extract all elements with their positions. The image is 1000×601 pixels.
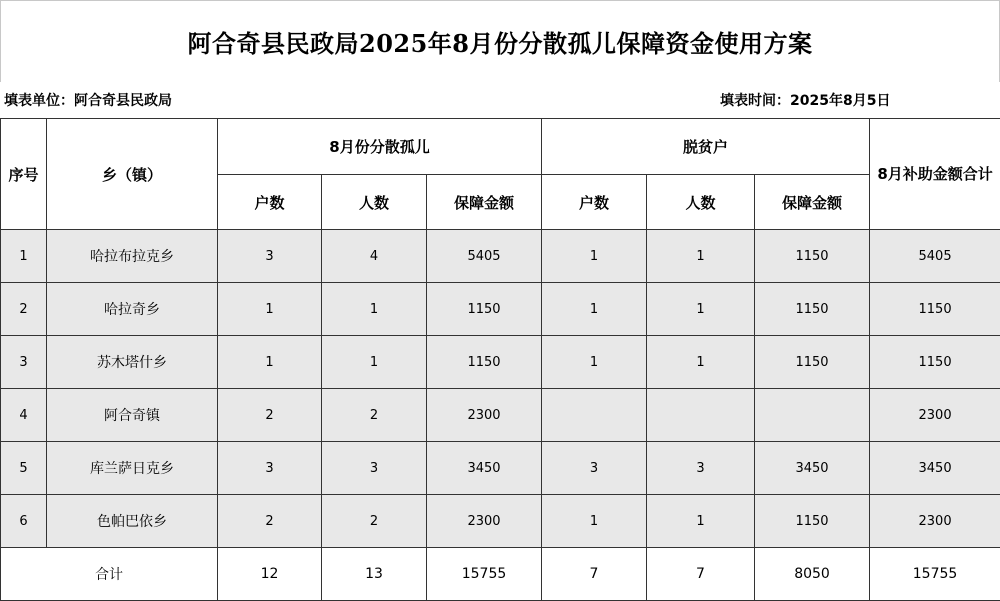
total-poverty-amount: 8050 xyxy=(755,548,870,601)
cell-poverty-amount: 1150 xyxy=(755,495,870,548)
cell-orphan-households: 3 xyxy=(218,442,322,495)
header-town: 乡（镇） xyxy=(47,119,218,230)
total-orphan-households: 12 xyxy=(218,548,322,601)
cell-orphan-amount: 1150 xyxy=(427,283,542,336)
cell-poverty-people: 1 xyxy=(647,495,755,548)
header-orphan-amount: 保障金额 xyxy=(427,175,542,230)
header-poverty-amount: 保障金额 xyxy=(755,175,870,230)
cell-town: 哈拉布拉克乡 xyxy=(47,230,218,283)
header-poverty-people: 人数 xyxy=(647,175,755,230)
cell-orphan-amount: 3450 xyxy=(427,442,542,495)
total-orphan-people: 13 xyxy=(322,548,427,601)
cell-poverty-amount: 3450 xyxy=(755,442,870,495)
cell-poverty-people xyxy=(647,389,755,442)
cell-poverty-people: 1 xyxy=(647,336,755,389)
cell-town: 哈拉奇乡 xyxy=(47,283,218,336)
cell-orphan-households: 1 xyxy=(218,336,322,389)
cell-orphan-households: 2 xyxy=(218,495,322,548)
cell-town: 阿合奇镇 xyxy=(47,389,218,442)
cell-orphan-households: 3 xyxy=(218,230,322,283)
cell-poverty-households: 1 xyxy=(542,283,647,336)
header-seq: 序号 xyxy=(1,119,47,230)
cell-total: 1150 xyxy=(870,336,1000,389)
cell-orphan-people: 2 xyxy=(322,389,427,442)
cell-orphan-people: 1 xyxy=(322,283,427,336)
cell-orphan-households: 2 xyxy=(218,389,322,442)
fill-date-label: 填表时间：2025年8月5日 xyxy=(720,93,891,109)
total-orphan-amount: 15755 xyxy=(427,548,542,601)
cell-seq: 2 xyxy=(1,283,47,336)
cell-seq: 4 xyxy=(1,389,47,442)
cell-poverty-households xyxy=(542,389,647,442)
cell-orphan-amount: 2300 xyxy=(427,389,542,442)
header-poverty-households: 户数 xyxy=(542,175,647,230)
cell-poverty-people: 3 xyxy=(647,442,755,495)
cell-poverty-amount: 1150 xyxy=(755,283,870,336)
cell-poverty-amount: 1150 xyxy=(755,230,870,283)
cell-poverty-people: 1 xyxy=(647,230,755,283)
header-group-orphan: 8月份分散孤儿 xyxy=(218,119,542,175)
cell-seq: 3 xyxy=(1,336,47,389)
cell-total: 3450 xyxy=(870,442,1000,495)
table-row xyxy=(1,283,1000,336)
table-row xyxy=(1,336,1000,389)
cell-orphan-amount: 1150 xyxy=(427,336,542,389)
cell-poverty-households: 3 xyxy=(542,442,647,495)
table-row xyxy=(1,495,1000,548)
cell-total: 1150 xyxy=(870,283,1000,336)
header-orphan-households: 户数 xyxy=(218,175,322,230)
cell-town: 苏木塔什乡 xyxy=(47,336,218,389)
cell-seq: 5 xyxy=(1,442,47,495)
cell-poverty-households: 1 xyxy=(542,336,647,389)
total-label: 合计 xyxy=(1,548,218,601)
cell-orphan-people: 3 xyxy=(322,442,427,495)
cell-seq: 6 xyxy=(1,495,47,548)
cell-orphan-people: 1 xyxy=(322,336,427,389)
cell-total: 5405 xyxy=(870,230,1000,283)
cell-orphan-amount: 2300 xyxy=(427,495,542,548)
total-poverty-households: 7 xyxy=(542,548,647,601)
cell-orphan-people: 2 xyxy=(322,495,427,548)
total-row xyxy=(1,548,1000,601)
cell-orphan-people: 4 xyxy=(322,230,427,283)
table-row xyxy=(1,230,1000,283)
table-row xyxy=(1,442,1000,495)
cell-poverty-households: 1 xyxy=(542,230,647,283)
header-group-poverty: 脱贫户 xyxy=(542,119,870,175)
cell-poverty-amount: 1150 xyxy=(755,336,870,389)
cell-poverty-people: 1 xyxy=(647,283,755,336)
total-poverty-people: 7 xyxy=(647,548,755,601)
cell-town: 色帕巴依乡 xyxy=(47,495,218,548)
funding-table xyxy=(0,118,1000,601)
cell-orphan-households: 1 xyxy=(218,283,322,336)
cell-poverty-amount xyxy=(755,389,870,442)
cell-total: 2300 xyxy=(870,389,1000,442)
cell-total: 2300 xyxy=(870,495,1000,548)
cell-orphan-amount: 5405 xyxy=(427,230,542,283)
header-total-amount: 8月补助金额合计 xyxy=(870,119,1000,230)
total-grand: 15755 xyxy=(870,548,1000,601)
cell-poverty-households: 1 xyxy=(542,495,647,548)
document-title: 阿合奇县民政局2025年8月份分散孤儿保障资金使用方案 xyxy=(187,29,813,58)
table-row xyxy=(1,389,1000,442)
header-orphan-people: 人数 xyxy=(322,175,427,230)
cell-town: 库兰萨日克乡 xyxy=(47,442,218,495)
fill-unit-label: 填表单位：阿合奇县民政局 xyxy=(4,93,172,109)
title-box xyxy=(0,0,1000,82)
cell-seq: 1 xyxy=(1,230,47,283)
